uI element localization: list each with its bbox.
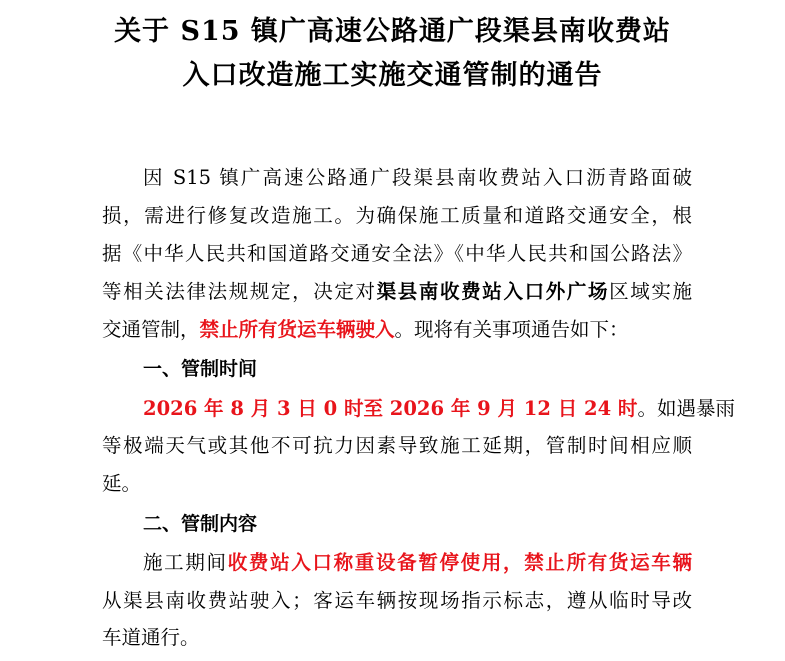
section-1-heading: 一、管制时间 — [143, 358, 258, 380]
section-2-heading: 二、管制内容 — [143, 513, 258, 535]
section-1-line-1-post: 。如遇暴雨 — [637, 397, 735, 420]
section-2-line-2: 从渠县南收费站驶入；客运车辆按现场指示标志，遵从临时导改 — [102, 589, 692, 612]
intro-line-4-post: 区域实施 — [609, 280, 692, 303]
intro-location-bold: 渠县南收费站入口外广场 — [376, 280, 610, 303]
title-line-1: 关于 S15 镇广高速公路通广段渠县南收费站 — [114, 16, 671, 47]
section-1-line-3: 延。 — [102, 472, 142, 495]
intro-line-5-pre: 交通管制， — [102, 318, 200, 341]
section-2-line-3: 车道通行。 — [102, 626, 200, 649]
weighing-suspended-red: 收费站入口称重设备暂停使用 — [227, 551, 504, 574]
intro-line-4 — [102, 278, 692, 306]
intro-prohibition-red: 禁止所有货运车辆驶入 — [199, 318, 395, 341]
section-1-line-1 — [143, 395, 735, 423]
intro-line-4-pre: 等相关法律法规规定，决定对 — [102, 280, 377, 303]
section-2-line-1 — [143, 549, 692, 577]
intro-line-2: 损，需进行修复改造施工。为确保施工质量和道路交通安全，根 — [102, 204, 692, 227]
section-2-line-1-pre: 施工期间 — [143, 551, 228, 574]
section-2-red-comma: ， — [503, 551, 525, 574]
intro-line-5-post: 。现将有关事项通告如下： — [394, 318, 629, 341]
intro-line-3: 据《中华人民共和国道路交通安全法》《中华人民共和国公路法》 — [102, 242, 692, 265]
section-1-line-2: 等极端天气或其他不可抗力因素导致施工延期，管制时间相应顺 — [102, 434, 692, 457]
title-line-2: 入口改造施工实施交通管制的通告 — [182, 60, 603, 91]
intro-line-5 — [102, 316, 692, 344]
control-period-red: 2026 年 8 月 3 日 0 时至 2026 年 9 月 12 日 24 时 — [143, 397, 638, 420]
intro-line-1: 因 S15 镇广高速公路通广段渠县南收费站入口沥青路面破 — [143, 166, 692, 189]
freight-prohibited-red: 禁止所有货运车辆 — [524, 551, 692, 574]
